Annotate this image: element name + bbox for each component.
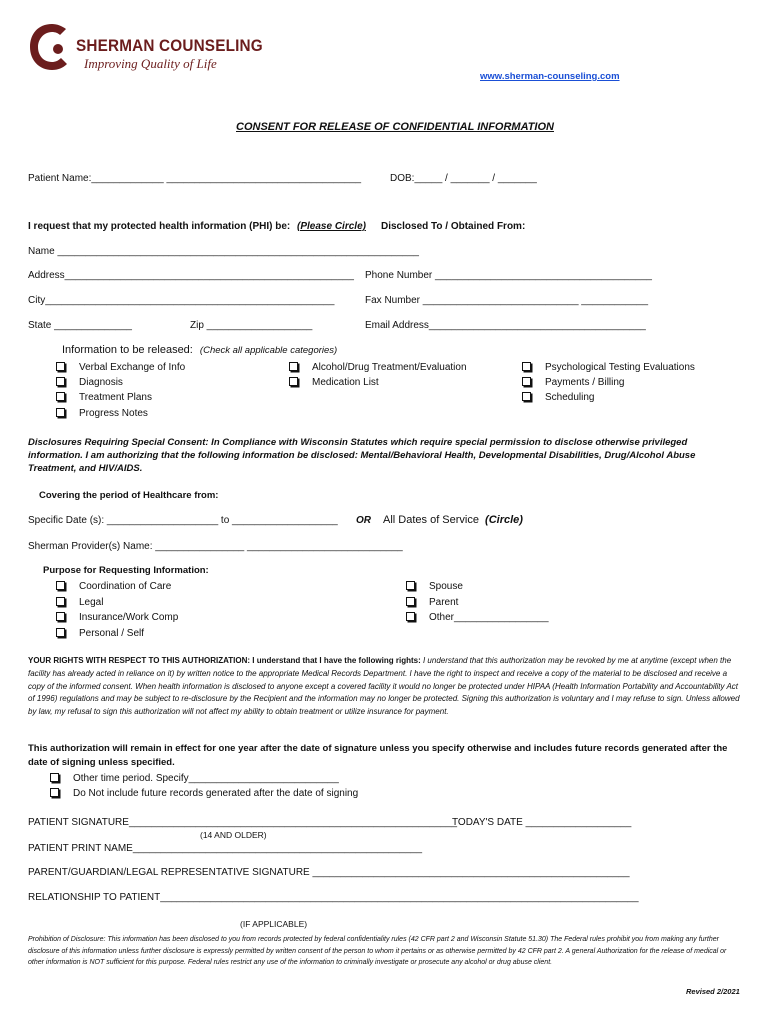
checkbox-icon[interactable] <box>56 597 65 606</box>
relationship-field[interactable]: RELATIONSHIP TO PATIENT______________________________________________________________________________________ <box>28 892 639 903</box>
checkbox-item[interactable]: Diagnosis <box>56 377 123 388</box>
brand-name: SHERMAN COUNSELING <box>76 36 263 55</box>
dob-field[interactable]: DOB:_____ / _______ / _______ <box>390 173 537 184</box>
recipient-name-field[interactable]: Name _________________________________________________________________ <box>28 246 419 257</box>
checkbox-icon[interactable] <box>50 788 59 797</box>
purpose-heading: Purpose for Requesting Information: <box>43 565 209 576</box>
prohibition-text: Prohibition of Disclosure: This information has been disclosed to you from records protected by federal confidentiality rules (42 CFR part 2 and Wisconsin Statute 51.30) The Federal rules prohibit you from making any further disclosure of this information unless further disclosure is expressly permitted by written consent of the person to whom it pertains or as otherwise permitted by 42 CFR part 2. A general Authorization for the release of medical or other information is NOT sufficient for this purpose. Federal rules restrict any use of the information to criminally investigate or prosecute any alcohol or drug abuse client. <box>28 936 727 967</box>
page-title: CONSENT FOR RELEASE OF CONFIDENTIAL INFORMATION <box>236 121 554 133</box>
checkbox-icon[interactable] <box>406 612 415 621</box>
special-consent-text: Disclosures Requiring Special Consent: In Compliance with Wisconsin Statutes which require special permission to disclose otherwise privileged information. I am authorizing that the following information be disclosed: Mental/Behavioral Health, Developmental Disabilities, Drug/Alcohol Abuse Treatment, and HIV/AIDS. <box>28 437 696 474</box>
provider-name-field[interactable]: Sherman Provider(s) Name: ________________ ____________________________ <box>28 541 403 552</box>
checkbox-icon[interactable] <box>56 362 65 371</box>
request-lead: I request that my protected health information (PHI) be: <box>28 221 291 232</box>
checkbox-item[interactable]: Other time period. Specify___________________________ <box>50 773 339 784</box>
checkbox-item[interactable]: Progress Notes <box>56 408 148 419</box>
all-dates-label: All Dates of Service <box>383 514 479 526</box>
patient-print-name-field[interactable]: PATIENT PRINT NAME____________________________________________________ <box>28 843 423 854</box>
info-release-heading <box>62 344 337 356</box>
recipient-phone-field[interactable]: Phone Number _______________________________________ <box>365 270 652 281</box>
recipient-city-field[interactable]: City____________________________________________________ <box>28 295 335 306</box>
checkbox-item[interactable]: Personal / Self <box>56 628 144 639</box>
or-label: OR <box>356 515 371 526</box>
checkbox-item[interactable]: Spouse <box>406 581 463 592</box>
recipient-zip-field[interactable]: Zip ___________________ <box>190 320 313 331</box>
checkbox-icon[interactable] <box>56 581 65 590</box>
info-release-subtitle: (Check all applicable categories) <box>199 345 338 356</box>
rights-paragraph <box>28 655 740 719</box>
checkbox-item[interactable]: Insurance/Work Comp <box>56 612 178 623</box>
period-heading: Covering the period of Healthcare from: <box>39 490 219 501</box>
website-link[interactable]: www.sherman-counseling.com <box>480 71 620 82</box>
checkbox-item[interactable]: Do Not include future records generated after the date of signing <box>50 788 358 799</box>
checkbox-item[interactable]: Psychological Testing Evaluations <box>522 362 695 373</box>
checkbox-item[interactable]: Medication List <box>289 377 379 388</box>
circle-note: (Circle) <box>485 514 523 526</box>
checkbox-icon[interactable] <box>522 392 531 401</box>
checkbox-icon[interactable] <box>406 597 415 606</box>
checkbox-item[interactable]: Treatment Plans <box>56 392 152 403</box>
all-dates-option[interactable] <box>383 514 523 526</box>
checkbox-icon[interactable] <box>289 362 298 371</box>
request-statement <box>28 221 366 232</box>
recipient-email-field[interactable]: Email Address_______________________________________ <box>365 320 646 331</box>
checkbox-item[interactable]: Scheduling <box>522 392 594 403</box>
revision-date: Revised 2/2021 <box>686 987 740 996</box>
age-note: (14 AND OLDER) <box>200 830 267 840</box>
logo-mark-icon <box>28 22 72 72</box>
disclose-options[interactable]: Disclosed To / Obtained From: <box>381 221 526 232</box>
info-release-title: Information to be released: <box>62 344 193 356</box>
checkbox-item[interactable]: Parent <box>406 597 458 608</box>
rights-body: I understand that this authorization may be revoked by me at anytime (except when the facility has already acted in reliance on it) by written notice to the appropriate Medical Records Department. I have the right to inspect and receive a copy of the material to be disclosed and receive a copy of the informed consent. When health information is disclosed to anyone except a covered facility it would no longer be protected under HIPAA (Health Information Portability and Accountability Act of 1996) regulations and may be subject to re-disclosure by the Recipient and the information may no longer be protected. Signing this authorization is voluntary and I may refuse to sign. Unless allowed by law, my refusal to sign this authorization will not affect my ability to obtain treatment or utilize insurance for payment. <box>28 656 740 717</box>
checkbox-icon[interactable] <box>56 628 65 637</box>
checkbox-icon[interactable] <box>56 392 65 401</box>
checkbox-icon[interactable] <box>522 362 531 371</box>
checkbox-icon[interactable] <box>522 377 531 386</box>
brand-tagline: Improving Quality of Life <box>84 56 217 71</box>
checkbox-icon[interactable] <box>56 612 65 621</box>
checkbox-icon[interactable] <box>50 773 59 782</box>
recipient-fax-field[interactable]: Fax Number ____________________________ ____________ <box>365 295 649 306</box>
checkbox-item[interactable]: Verbal Exchange of Info <box>56 362 185 373</box>
checkbox-item[interactable]: Other_________________ <box>406 612 549 623</box>
checkbox-icon[interactable] <box>406 581 415 590</box>
if-applicable-note: (IF APPLICABLE) <box>240 919 308 929</box>
patient-signature-field[interactable]: PATIENT SIGNATURE___________________________________________________________ <box>28 817 458 828</box>
checkbox-item[interactable]: Legal <box>56 597 103 608</box>
please-circle-note: (Please Circle) <box>297 221 366 232</box>
checkbox-item[interactable]: Payments / Billing <box>522 377 624 388</box>
effect-statement: This authorization will remain in effect for one year after the date of signature unless you specify otherwise and includes future records generated after the date of signing unless specified. <box>28 743 728 768</box>
specific-date-field[interactable]: Specific Date (s): ____________________ to ___________________ <box>28 515 338 526</box>
patient-name-field[interactable]: Patient Name:_____________ ___________________________________ <box>28 173 362 184</box>
checkbox-item[interactable]: Coordination of Care <box>56 581 171 592</box>
recipient-state-field[interactable]: State ______________ <box>28 320 132 331</box>
parent-signature-field[interactable]: PARENT/GUARDIAN/LEGAL REPRESENTATIVE SIGNATURE _________________________________________________________ <box>28 867 630 878</box>
checkbox-icon[interactable] <box>56 408 65 417</box>
checkbox-icon[interactable] <box>289 377 298 386</box>
checkbox-icon[interactable] <box>56 377 65 386</box>
rights-heading: YOUR RIGHTS WITH RESPECT TO THIS AUTHORIZATION: I understand that I have the following rights: <box>28 656 421 665</box>
recipient-address-field[interactable]: Address____________________________________________________ <box>28 270 354 281</box>
todays-date-field[interactable]: TODAY'S DATE ___________________ <box>452 817 632 828</box>
checkbox-item[interactable]: Alcohol/Drug Treatment/Evaluation <box>289 362 467 373</box>
